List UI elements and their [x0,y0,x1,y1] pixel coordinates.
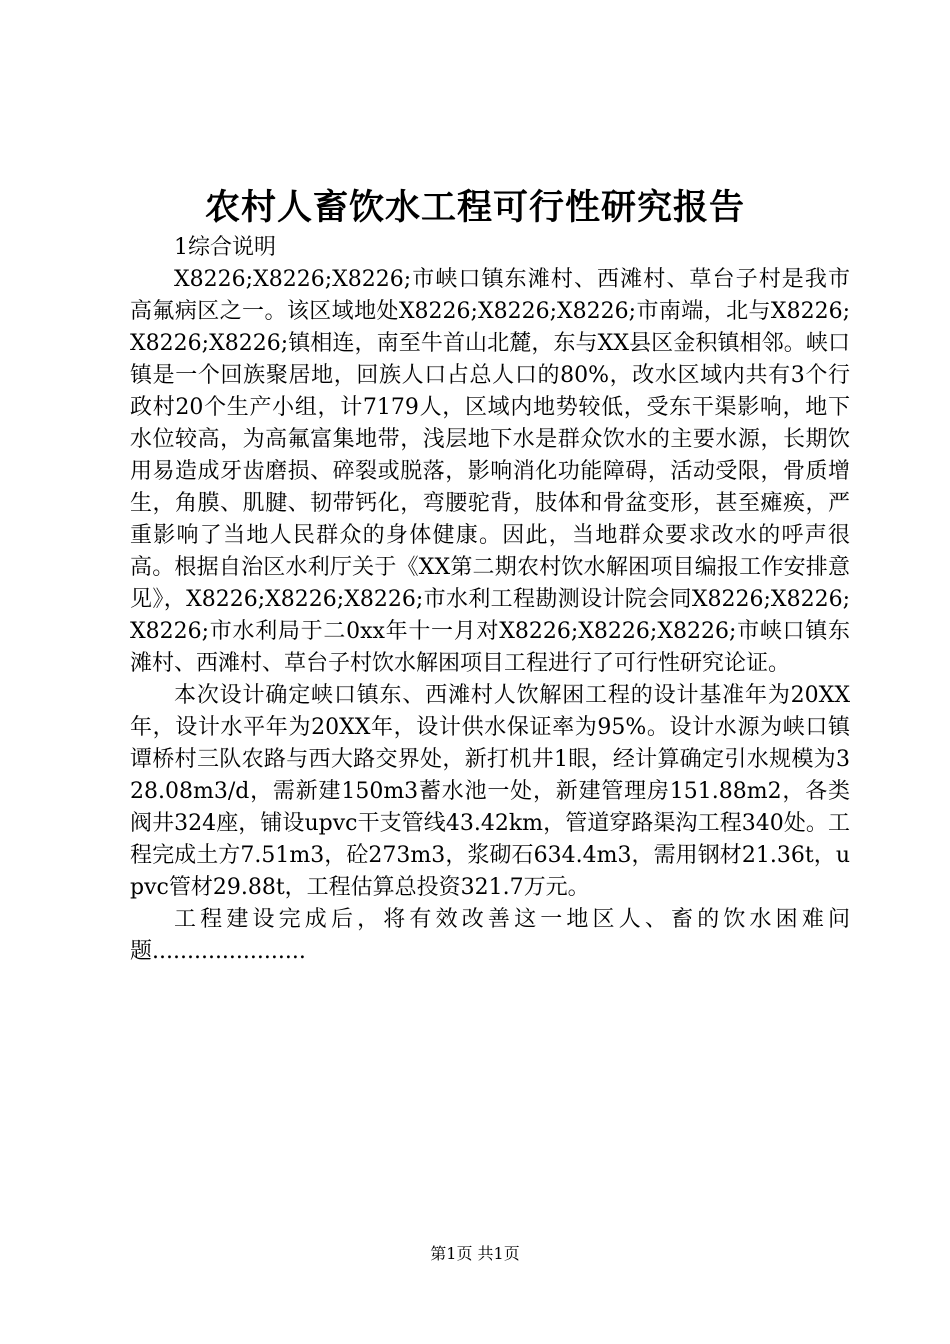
paragraph-overview: X8226;X8226;X8226;市峡口镇东滩村、西滩村、草台子村是我市高氟病区之一。该区域地处X8226;X8226;X8226;市南端，北与X8226;X8226;X8226;镇相连，南至牛首山北麓，东与XX县区金积镇相邻。峡口镇是一个回族聚居地，回族人口占总人口的80%，改水区域内共有3个行政村20个生产小组，计7179人，区域内地势较低，受东干渠影响，地下水位较高，为高氟富集地带，浅层地下水是群众饮水的主要水源，长期饮用易造成牙齿磨损、碎裂或脱落，影响消化功能障碍，活动受限，骨质增生，角膜、肌腱、韧带钙化，弯腰驼背，肢体和骨盆变形，甚至瘫痪，严重影响了当地人民群众的身体健康。因此，当地群众要求改水的呼声很高。根据自治区水利厅关于《XX第二期农村饮水解困项目编报工作安排意见》，X8226;X8226;X8226;市水利工程勘测设计院会同X8226;X8226;X8226;市水利局于二0xx年十一月对X8226;X8226;X8226;市峡口镇东滩村、西滩村、草台子村饮水解困项目工程进行了可行性研究论证。 [130,267,850,676]
document-body [130,232,850,968]
paragraph-design: 本次设计确定峡口镇东、西滩村人饮解困工程的设计基准年为20XX年，设计水平年为20XX年，设计供水保证率为95%。设计水源为峡口镇谭桥村三队农路与西大路交界处，新打机井1眼，经计算确定引水规模为328.08m3/d，需新建150m3蓄水池一处，新建管理房151.88m2，各类阀井324座，铺设upvc干支管线43.42km，管道穿路渠沟工程340处。工程完成土方7.51m3，砼273m3，浆砌石634.4m3，需用钢材21.36t，upvc管材29.88t，工程估算总投资321.7万元。 [130,683,850,900]
page-footer: 第1页 共1页 [430,1244,520,1263]
document-title: 农村人畜饮水工程可行性研究报告 [204,187,745,228]
section-heading: 1综合说明 [174,235,276,260]
paragraph-outcome: 工程建设完成后，将有效改善这一地区人、畜的饮水困难问题...................... [130,907,850,964]
